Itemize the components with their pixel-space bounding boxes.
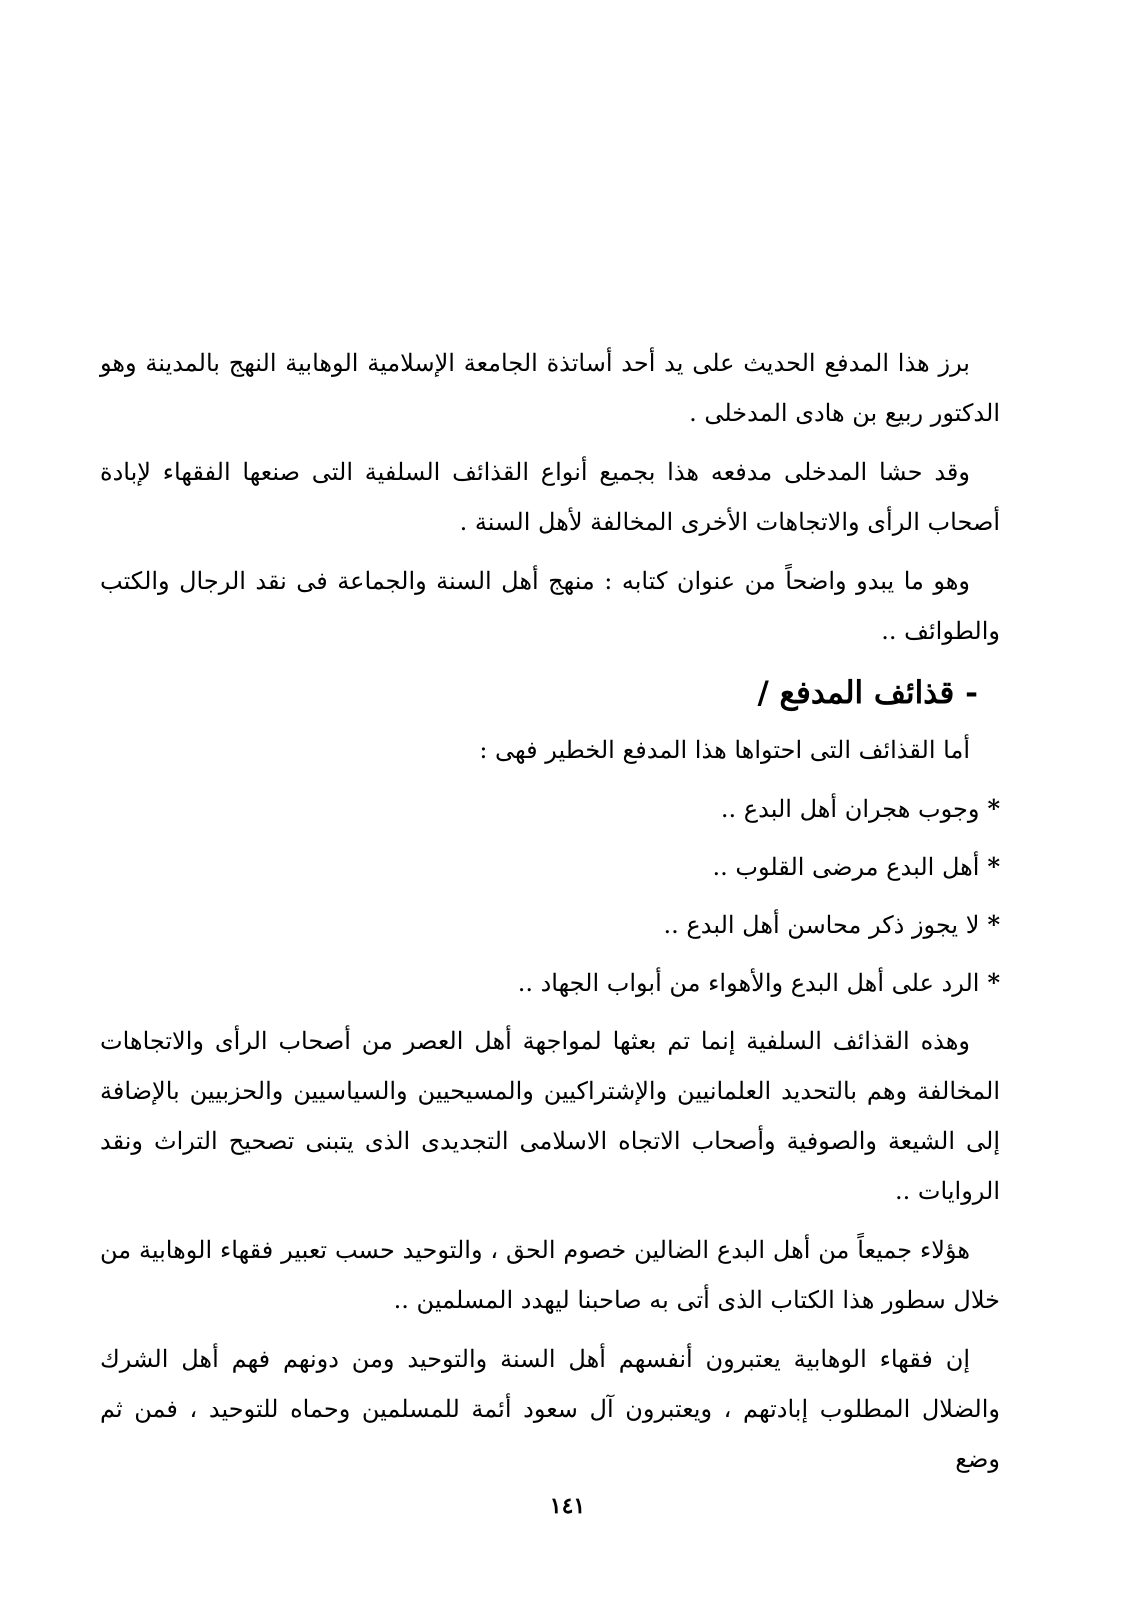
page-number: ١٤١ (549, 1493, 586, 1519)
bullet-text: أهل البدع مرضى القلوب .. (712, 853, 980, 881)
bullet-item (100, 842, 1000, 892)
paragraph-intro: أما القذائف التى احتواها هذا المدفع الخطير فهى : (479, 736, 970, 764)
body-text (100, 338, 1000, 1493)
bullet-text: لا يجوز ذكر محاسن أهل البدع .. (663, 911, 980, 939)
paragraph-targets: وهذه القذائف السلفية إنما تم بعثها لمواجهة أهل العصر من أصحاب الرأى والاتجاهات المخالفة وهم بالتحديد العلمانيين والإشتراكيين والمسيحيين والسياسيين والحزبيين بالإضافة إلى الشيعة والصوفية وأصحاب الاتجاه الاسلامى التجديدى الذى يتبنى تصحيح التراث ونقد الروايات .. (100, 1027, 1000, 1205)
paragraph-heretics: هؤلاء جميعاً من أهل البدع الضالين خصوم الحق ، والتوحيد حسب تعبير فقهاء الوهابية من خلال سطور هذا الكتاب الذى أتى به صاحبنا ليهدد المسلمين .. (100, 1236, 1000, 1314)
paragraph-wahhabi-scholars: إن فقهاء الوهابية يعتبرون أنفسهم أهل السنة والتوحيد ومن دونهم فهم أهل الشرك والضلال المطلوب إبادتهم ، ويعتبرون آل سعود أئمة للمسلمين وحماه للتوحيد ، فمن ثم وضع (100, 1345, 1000, 1473)
paragraph-mudfa-origin: برز هذا المدفع الحديث على يد أحد أساتذة الجامعة الإسلامية الوهابية النهج بالمدينة وهو الدكتور ربيع بن هادى المدخلى . (100, 349, 1000, 427)
bullet-star-icon: * (987, 910, 1000, 939)
bullet-star-icon: * (987, 852, 1000, 881)
bullet-star-icon: * (987, 794, 1000, 823)
bullet-star-icon: * (987, 968, 1000, 997)
bullet-text: وجوب هجران أهل البدع .. (720, 795, 980, 823)
bullet-item (100, 958, 1000, 1008)
paragraph-book-title: وهو ما يبدو واضحاً من عنوان كتابه : منهج أهل السنة والجماعة فى نقد الرجال والكتب والطوائف .. (100, 567, 1000, 645)
bullet-text: الرد على أهل البدع والأهواء من أبواب الجهاد .. (517, 969, 980, 997)
section-heading: - قذائف المدفع / (757, 675, 978, 711)
paragraph-madkhali-content: وقد حشا المدخلى مدفعه هذا بجميع أنواع القذائف السلفية التى صنعها الفقهاء لإبادة أصحاب الرأى والاتجاهات الأخرى المخالفة لأهل السنة . (100, 458, 1000, 536)
bullet-item (100, 900, 1000, 950)
bullet-item (100, 784, 1000, 834)
